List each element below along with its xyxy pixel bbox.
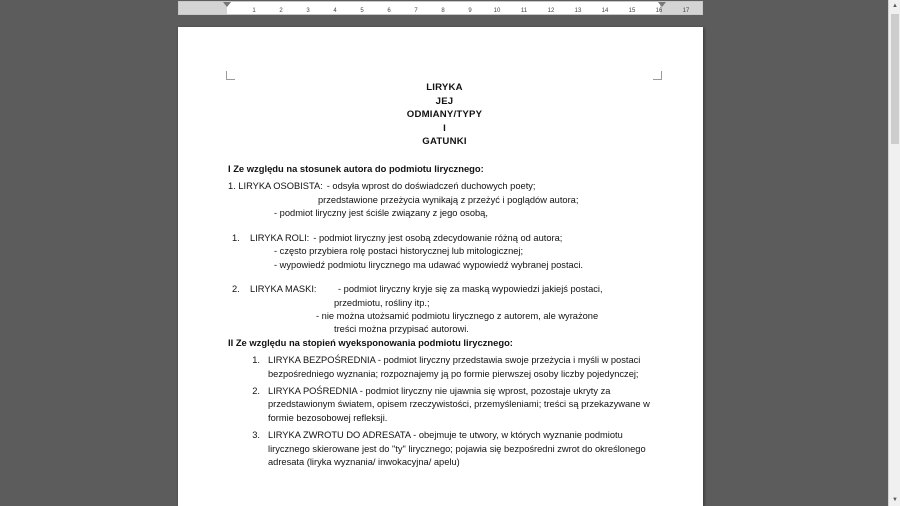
list-item xyxy=(248,385,661,426)
ruler-tick: 2 xyxy=(279,8,283,14)
section-heading-1: I Ze względu na stosunek autora do podmiotu lirycznego: xyxy=(228,163,484,175)
lyric-mask-line-4: treści można przypisać autorowi. xyxy=(334,324,469,335)
ruler-tick: 11 xyxy=(520,8,528,14)
title-line: I xyxy=(443,122,446,134)
text-boundary-corner xyxy=(653,71,662,80)
ruler-tick: 9 xyxy=(468,8,472,14)
ruler-tick: 8 xyxy=(441,8,445,14)
ruler-tick: 14 xyxy=(601,8,609,14)
ruler-tick: 1 xyxy=(252,8,256,14)
list-number: 1. xyxy=(252,355,260,366)
scroll-down-icon[interactable]: ▼ xyxy=(889,494,900,506)
lyric-personal-label: 1. LIRYKA OSOBISTA: xyxy=(228,181,323,192)
list-number: 2. xyxy=(232,284,240,295)
list-item-text: LIRYKA ZWROTU DO ADRESATA - obejmuje te utwory, w których wyznanie podmiotu lirycznego skierowane jest do "ty" lirycznego; pojawia się bezpośredni zwrot do określonego adresata (liryka wyznania/ inwokacyjna/ apelu) xyxy=(268,429,646,468)
scrollbar-thumb[interactable] xyxy=(891,14,899,144)
title-line: GATUNKI xyxy=(422,136,467,148)
ruler-tick: 16 xyxy=(655,8,663,14)
scroll-up-icon[interactable]: ▲ xyxy=(889,0,900,12)
ruler-tick: 4 xyxy=(333,8,337,14)
list-item xyxy=(248,354,661,382)
ruler-tick: 17 xyxy=(682,8,690,14)
list-number: 2. xyxy=(252,385,260,396)
section2-list xyxy=(248,354,661,470)
list-number: 1. xyxy=(232,232,240,243)
ruler-tick: 7 xyxy=(414,8,418,14)
section-heading-2: II Ze względu na stopień wyeksponowania podmiotu lirycznego: xyxy=(228,336,513,348)
ruler-right-margin xyxy=(660,2,702,14)
list-item xyxy=(248,429,661,470)
text-boundary-corner xyxy=(226,71,235,80)
lyric-role-line-1: - podmiot liryczny jest osobą zdecydowanie różną od autora; xyxy=(313,232,563,243)
document-content xyxy=(228,81,661,473)
ruler-left-margin xyxy=(179,2,227,14)
left-indent-marker[interactable] xyxy=(223,2,231,7)
title-line: JEJ xyxy=(435,95,454,107)
ruler-tick: 12 xyxy=(547,8,555,14)
ruler-tick: 3 xyxy=(306,8,310,14)
horizontal-ruler[interactable] xyxy=(178,1,703,15)
document-page xyxy=(178,27,703,506)
lyric-role-line-2: - często przybiera rolę postaci historycznej lub mitologicznej; xyxy=(274,246,524,257)
list-item-text: LIRYKA POŚREDNIA - podmiot liryczny nie ujawnia się wprost, pozostaje ukryty za przedstawionym światem, opisem rzeczywistości, przemyśleniami; treści są przekazywane w formie bezosobowej refleksji. xyxy=(268,385,650,424)
document-title xyxy=(228,81,661,149)
lyric-mask-line-1: - podmiot liryczny kryje się za maską wypowiedzi jakiejś postaci, xyxy=(338,284,603,295)
list-item xyxy=(228,283,661,296)
ruler-tick: 13 xyxy=(574,8,582,14)
lyric-role-label: LIRYKA ROLI: xyxy=(250,232,310,243)
ruler-tick: 6 xyxy=(387,8,391,14)
lyric-mask-label: LIRYKA MASKI: xyxy=(250,284,317,295)
lyric-personal-line-1: - odsyła wprost do doświadczeń duchowych poety; xyxy=(326,181,536,192)
lyric-mask-block xyxy=(228,283,661,337)
list-item xyxy=(228,180,661,193)
ruler-tick: 5 xyxy=(360,8,364,14)
lyric-mask-line-2: przedmiotu, rośliny itp.; xyxy=(334,297,430,308)
vertical-scrollbar[interactable] xyxy=(888,0,900,506)
lyric-personal-line-2: przedstawione przeżycia wynikają z przeżyć i poglądów autora; xyxy=(318,194,579,205)
title-line: ODMIANY/TYPY xyxy=(406,109,483,121)
list-item-text: LIRYKA BEZPOŚREDNIA - podmiot liryczny przedstawia swoje przeżycia i myśli w postaci bezpośredniego wyznania; rozpoznajemy ją po formie pierwszej osoby liczby pojedynczej; xyxy=(268,355,641,379)
lyric-mask-line-3: - nie można utożsamić podmiotu lirycznego z autorem, ale wyrażone xyxy=(316,311,599,322)
ruler-tick: 15 xyxy=(628,8,636,14)
lyric-role-line-3: - wypowiedź podmiotu lirycznego ma udawać wypowiedź wybranej postaci. xyxy=(274,259,584,270)
lyric-personal-line-3: - podmiot liryczny jest ściśle związany z jego osobą, xyxy=(274,208,488,219)
list-item xyxy=(228,232,661,245)
lyric-role-block xyxy=(228,232,661,272)
title-line: LIRYKA xyxy=(426,82,463,93)
list-number: 3. xyxy=(252,429,260,440)
ruler-tick: 10 xyxy=(493,8,501,14)
